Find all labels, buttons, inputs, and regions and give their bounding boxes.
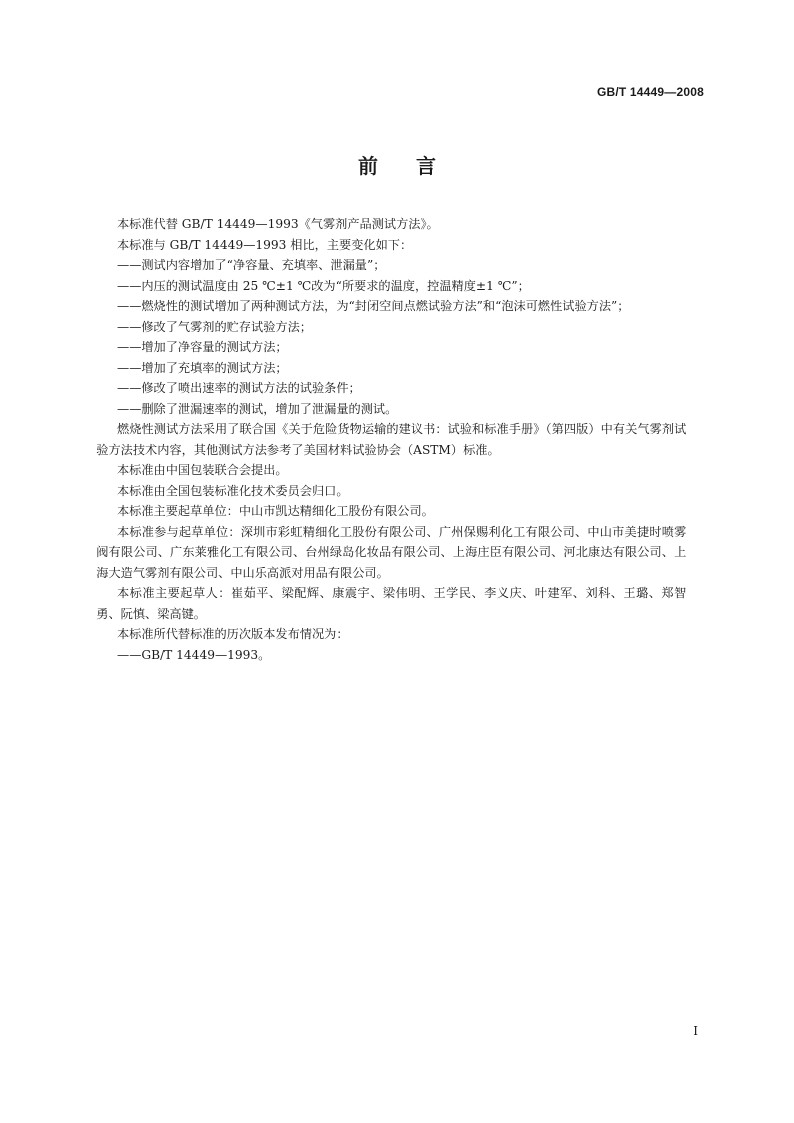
page-title: 前言	[358, 154, 474, 178]
list-item: ——GB/T 14449—1993。	[117, 647, 271, 662]
list-item: ——修改了喷出速率的测试方法的试验条件；	[117, 381, 361, 395]
page-number: I	[693, 1024, 698, 1038]
list-item: ——内压的测试温度由 25 ℃±1 ℃改为“所要求的温度，控温精度±1 ℃”；	[117, 278, 530, 293]
paragraph-proposed-by: 本标准由中国包装联合会提出。	[117, 463, 288, 477]
paragraph-flammability-methods: 燃烧性测试方法采用了联合国《关于危险货物运输的建议书：试验和标准手册》（第四版）中有关气雾剂试验方法技术内容，其他测试方法参考了美国材料试验协会（ASTM）标准。	[96, 422, 687, 457]
list-item: ——增加了充填率的测试方法；	[117, 360, 288, 375]
list-item: ——增加了净容量的测试方法；	[117, 340, 288, 354]
list-item: ——删除了泄漏速率的测试，增加了泄漏量的测试。	[117, 401, 398, 416]
list-item: ——修改了气雾剂的贮存试验方法；	[117, 319, 312, 334]
paragraph-replaces: 本标准代替 GB/T 14449—1993《气雾剂产品测试方法》。	[117, 217, 439, 231]
foreword-body	[96, 214, 707, 665]
paragraph-main-drafter: 本标准主要起草单位：中山市凯达精细化工股份有限公司。	[117, 504, 434, 518]
list-item: ——燃烧性的测试增加了两种测试方法，为“封闭空间点燃试验方法”和“泡沫可燃性试验方法”；	[117, 299, 630, 313]
paragraph-history-intro: 本标准所代替标准的历次版本发布情况为：	[117, 627, 349, 641]
paragraph-participating-drafters: 本标准参与起草单位：深圳市彩虹精细化工股份有限公司、广州保赐利化工有限公司、中山市美捷时喷雾阀有限公司、广东莱雅化工有限公司、台州绿岛化妆品有限公司、上海庄臣有限公司、河北康达有限公司、上海大造气雾剂有限公司、中山乐高派对用品有限公司。	[96, 524, 687, 580]
standard-code: GB/T 14449—2008	[596, 85, 704, 99]
paragraph-changes-intro: 本标准与 GB/T 14449—1993 相比，主要变化如下：	[117, 237, 413, 252]
paragraph-managed-by: 本标准由全国包装标准化技术委员会归口。	[117, 483, 349, 498]
list-item: ——测试内容增加了“净容量、充填率、泄漏量”；	[117, 258, 386, 272]
paragraph-drafting-persons: 本标准主要起草人：崔茹平、梁配辉、康震宇、梁伟明、王学民、李义庆、叶建军、刘科、王璐、郑智勇、阮慎、梁高键。	[96, 586, 687, 621]
